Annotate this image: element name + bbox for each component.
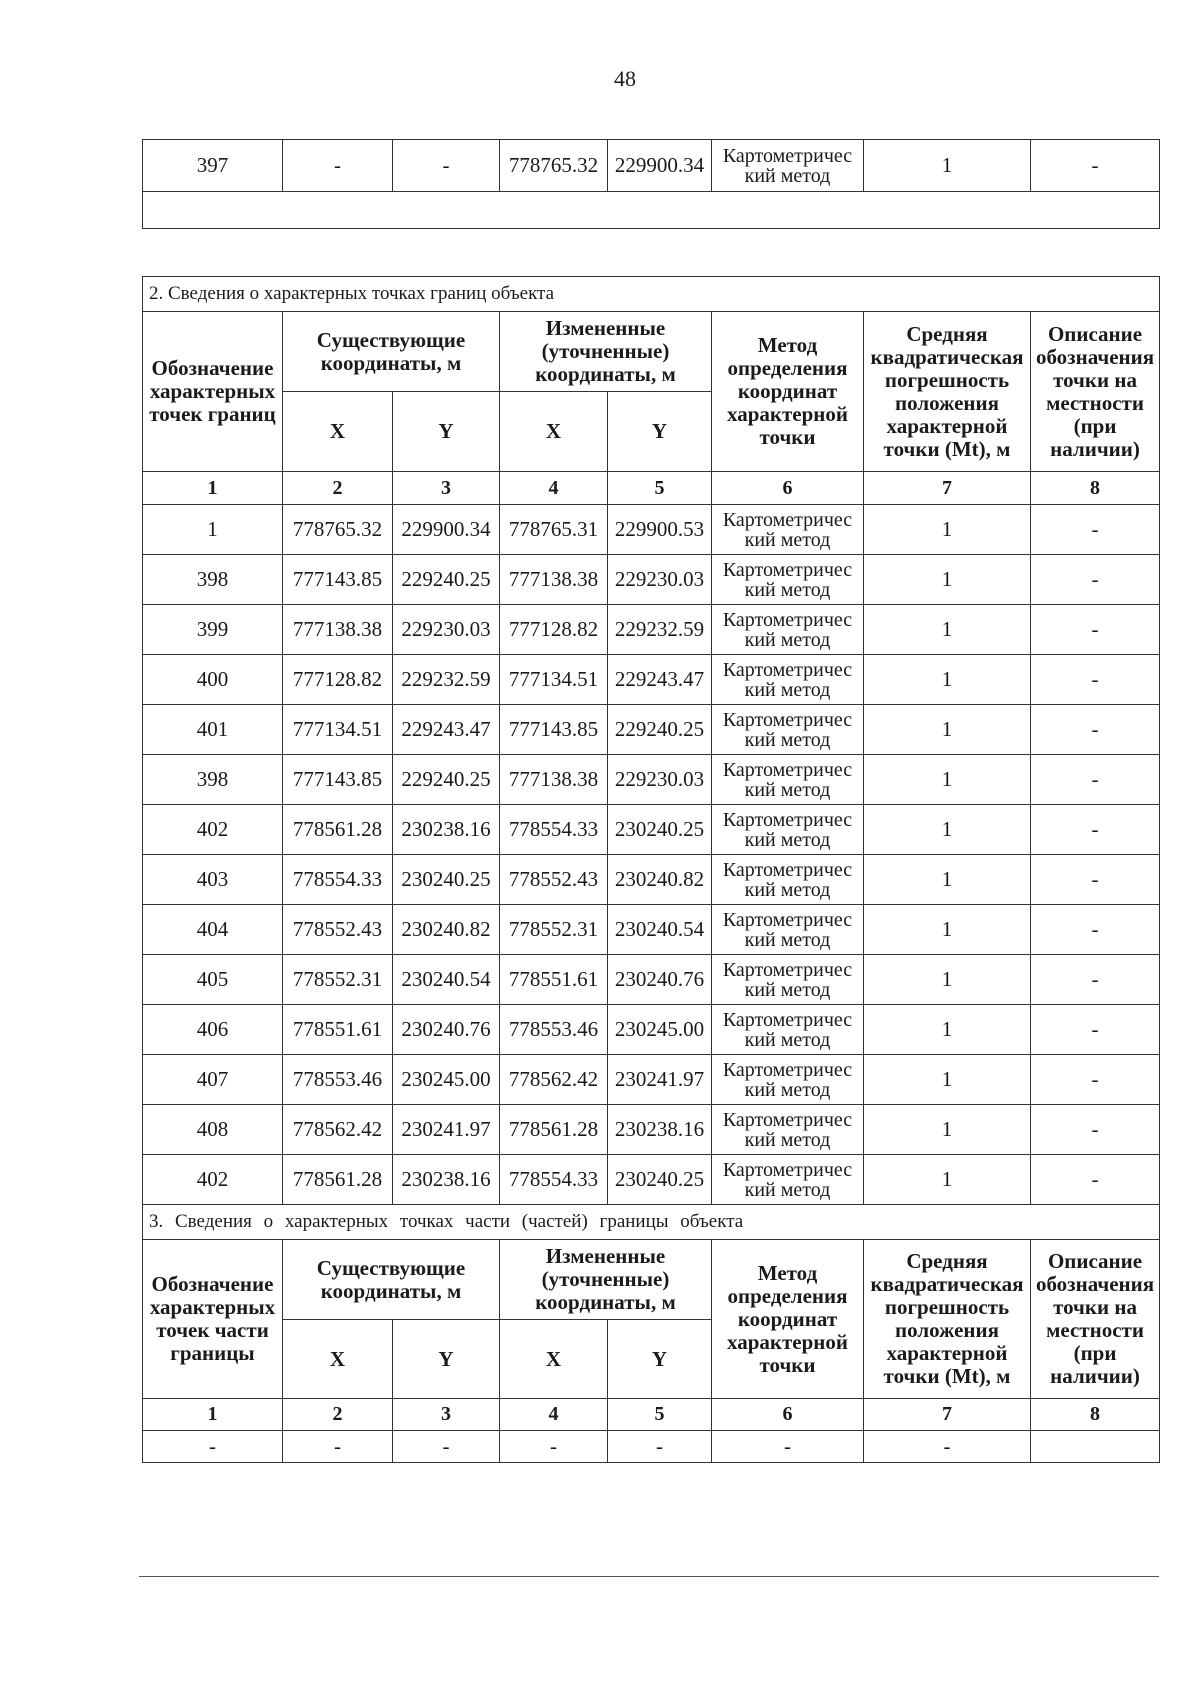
cell-y-existing: 230240.25 bbox=[393, 855, 500, 905]
cell-description: - bbox=[1031, 705, 1160, 755]
table-row bbox=[143, 855, 1160, 905]
cell-description: - bbox=[1031, 1005, 1160, 1055]
table-row bbox=[143, 1005, 1160, 1055]
table-row bbox=[143, 140, 1160, 192]
cell-point: 1 bbox=[143, 505, 283, 555]
cell-error: 1 bbox=[864, 905, 1031, 955]
cell-y-changed: 229900.53 bbox=[608, 505, 712, 555]
cell-description: - bbox=[1031, 1155, 1160, 1205]
cell-x-existing: 778554.33 bbox=[283, 855, 393, 905]
cell-x-changed: 778553.46 bbox=[500, 1005, 608, 1055]
header-y: Y bbox=[393, 392, 500, 472]
cell-point: 397 bbox=[143, 140, 283, 192]
column-number: 8 bbox=[1031, 1399, 1160, 1431]
header-y: Y bbox=[608, 392, 712, 472]
cell-point: 399 bbox=[143, 605, 283, 655]
cell-x-existing: 778553.46 bbox=[283, 1055, 393, 1105]
cell-x-existing: 777143.85 bbox=[283, 555, 393, 605]
cell-y-changed: 229230.03 bbox=[608, 555, 712, 605]
table-row bbox=[143, 1105, 1160, 1155]
cell-point: 400 bbox=[143, 655, 283, 705]
cell-x-changed: 778554.33 bbox=[500, 805, 608, 855]
cell-x-existing: 778551.61 bbox=[283, 1005, 393, 1055]
cell-y-existing: 230240.54 bbox=[393, 955, 500, 1005]
header-description: Описание обозначения точки на местности (при наличии) bbox=[1031, 1240, 1160, 1399]
cell-description: - bbox=[1031, 555, 1160, 605]
cell-x-changed: 778562.42 bbox=[500, 1055, 608, 1105]
cell-y-existing: 230241.97 bbox=[393, 1105, 500, 1155]
cell-x-existing: 778552.43 bbox=[283, 905, 393, 955]
table-row bbox=[143, 755, 1160, 805]
header-x: X bbox=[500, 392, 608, 472]
cell-method: Картометричес кий метод bbox=[712, 755, 864, 805]
header-error: Средняя квадратическая погрешность положения характерной точки (Mt), м bbox=[864, 312, 1031, 472]
header-point-designation: Обозначение характерных точек границ bbox=[143, 312, 283, 472]
cell-error: 1 bbox=[864, 855, 1031, 905]
table-row bbox=[143, 555, 1160, 605]
column-number: 4 bbox=[500, 1399, 608, 1431]
cell-x-existing: 778561.28 bbox=[283, 805, 393, 855]
table-row bbox=[143, 1431, 1160, 1463]
cell-y-existing: 229230.03 bbox=[393, 605, 500, 655]
cell-method: Картометричес кий метод bbox=[712, 555, 864, 605]
cell-y-changed: 230240.76 bbox=[608, 955, 712, 1005]
header-existing-coordinates: Существующие координаты, м bbox=[283, 1240, 500, 1320]
cell-error: - bbox=[864, 1431, 1031, 1463]
column-number: 5 bbox=[608, 1399, 712, 1431]
table-row bbox=[143, 655, 1160, 705]
cell-y-changed: 229240.25 bbox=[608, 705, 712, 755]
cell-x-changed: 777134.51 bbox=[500, 655, 608, 705]
header-point-designation: Обозначение характерных точек части границы bbox=[143, 1240, 283, 1399]
cell-error: 1 bbox=[864, 655, 1031, 705]
column-number: 3 bbox=[393, 472, 500, 505]
cell-error: 1 bbox=[864, 605, 1031, 655]
cell-method: Картометричес кий метод bbox=[712, 655, 864, 705]
cell-error: 1 bbox=[864, 555, 1031, 605]
cell-y-existing: 229232.59 bbox=[393, 655, 500, 705]
column-numbers-row bbox=[143, 472, 1160, 505]
header-method: Метод определения координат характерной точки bbox=[712, 312, 864, 472]
header-y: Y bbox=[608, 1320, 712, 1399]
cell-point: 401 bbox=[143, 705, 283, 755]
cell-point: 407 bbox=[143, 1055, 283, 1105]
cell-y-existing: 230238.16 bbox=[393, 805, 500, 855]
cell-x-existing: 778765.32 bbox=[283, 505, 393, 555]
cell-error: 1 bbox=[864, 1105, 1031, 1155]
cell-x-changed: - bbox=[500, 1431, 608, 1463]
cell-point: 403 bbox=[143, 855, 283, 905]
cell-x-existing: 777134.51 bbox=[283, 705, 393, 755]
cell-point: 402 bbox=[143, 805, 283, 855]
cell-method: - bbox=[712, 1431, 864, 1463]
header-existing-coordinates: Существующие координаты, м bbox=[283, 312, 500, 392]
section-2-title: 2. Сведения о характерных точках границ объекта bbox=[143, 277, 1160, 312]
cell-y-changed: 230245.00 bbox=[608, 1005, 712, 1055]
cell-error: 1 bbox=[864, 705, 1031, 755]
cell-x-changed: 778552.43 bbox=[500, 855, 608, 905]
cell-description: - bbox=[1031, 855, 1160, 905]
cell-method: Картометричес кий метод bbox=[712, 1105, 864, 1155]
cell-y-changed: 229900.34 bbox=[608, 140, 712, 192]
cell-method: Картометричес кий метод bbox=[712, 140, 864, 192]
cell-method: Картометричес кий метод bbox=[712, 605, 864, 655]
cell-method: Картометричес кий метод bbox=[712, 705, 864, 755]
cell-error: 1 bbox=[864, 505, 1031, 555]
table-row bbox=[143, 605, 1160, 655]
cell-x-existing: 778561.28 bbox=[283, 1155, 393, 1205]
cell-method: Картометричес кий метод bbox=[712, 1005, 864, 1055]
cell-x-existing: 778552.31 bbox=[283, 955, 393, 1005]
cell-y-existing: - bbox=[393, 1431, 500, 1463]
cell-x-changed: 778765.32 bbox=[500, 140, 608, 192]
cell-method: Картометричес кий метод bbox=[712, 1055, 864, 1105]
cell-method: Картометричес кий метод bbox=[712, 805, 864, 855]
cell-description: - bbox=[1031, 905, 1160, 955]
cell-y-changed: 229232.59 bbox=[608, 605, 712, 655]
page-number: 48 bbox=[614, 66, 636, 91]
cell-x-changed: 778551.61 bbox=[500, 955, 608, 1005]
cell-error: 1 bbox=[864, 140, 1031, 192]
cell-x-existing: 777138.38 bbox=[283, 605, 393, 655]
section-3-title: 3. Сведения о характерных точках части (частей) границы объекта bbox=[143, 1205, 1160, 1240]
cell-error: 1 bbox=[864, 805, 1031, 855]
table-row bbox=[143, 1155, 1160, 1205]
cell-x-existing: 778562.42 bbox=[283, 1105, 393, 1155]
header-x: X bbox=[283, 392, 393, 472]
cell-y-changed: 230240.82 bbox=[608, 855, 712, 905]
cell-y-changed: 230240.54 bbox=[608, 905, 712, 955]
table-row bbox=[143, 505, 1160, 555]
cell-description: - bbox=[1031, 1055, 1160, 1105]
cell-error: 1 bbox=[864, 1155, 1031, 1205]
cell-x-existing: 777143.85 bbox=[283, 755, 393, 805]
boundary-points-table bbox=[142, 276, 1160, 1463]
cell-point: 398 bbox=[143, 555, 283, 605]
cell-y-changed: 229230.03 bbox=[608, 755, 712, 805]
column-number: 7 bbox=[864, 1399, 1031, 1431]
cell-y-changed: 230241.97 bbox=[608, 1055, 712, 1105]
cell-x-changed: 777138.38 bbox=[500, 555, 608, 605]
column-number: 4 bbox=[500, 472, 608, 505]
cell-x-existing: - bbox=[283, 1431, 393, 1463]
cell-y-existing: 230240.82 bbox=[393, 905, 500, 955]
column-number: 1 bbox=[143, 1399, 283, 1431]
cell-x-changed: 778561.28 bbox=[500, 1105, 608, 1155]
cell-y-existing: 229240.25 bbox=[393, 555, 500, 605]
header-changed-coordinates: Измененные (уточненные) координаты, м bbox=[500, 312, 712, 392]
column-number: 2 bbox=[283, 472, 393, 505]
cell-method: Картометричес кий метод bbox=[712, 955, 864, 1005]
cell-y-existing: 229900.34 bbox=[393, 505, 500, 555]
cell-point: 398 bbox=[143, 755, 283, 805]
cell-error: 1 bbox=[864, 955, 1031, 1005]
cell-description: - bbox=[1031, 1105, 1160, 1155]
table-row bbox=[143, 955, 1160, 1005]
cell-description: - bbox=[1031, 505, 1160, 555]
cell-error: 1 bbox=[864, 1005, 1031, 1055]
cell-x-changed: 777128.82 bbox=[500, 605, 608, 655]
table-row-empty bbox=[143, 192, 1160, 229]
header-description: Описание обозначения точки на местности (при наличии) bbox=[1031, 312, 1160, 472]
cell-x-changed: 778552.31 bbox=[500, 905, 608, 955]
header-y: Y bbox=[393, 1320, 500, 1399]
cell-description bbox=[1031, 1431, 1160, 1463]
header-x: X bbox=[500, 1320, 608, 1399]
top-table bbox=[142, 139, 1160, 229]
section-2-rows bbox=[143, 505, 1160, 1205]
table-row bbox=[143, 905, 1160, 955]
cell-y-existing: 229240.25 bbox=[393, 755, 500, 805]
cell-y-existing: 230238.16 bbox=[393, 1155, 500, 1205]
column-number: 2 bbox=[283, 1399, 393, 1431]
cell-point: 405 bbox=[143, 955, 283, 1005]
cell-description: - bbox=[1031, 140, 1160, 192]
cell-y-changed: 229243.47 bbox=[608, 655, 712, 705]
column-number: 8 bbox=[1031, 472, 1160, 505]
cell-x-changed: 777138.38 bbox=[500, 755, 608, 805]
cell-point: - bbox=[143, 1431, 283, 1463]
cell-point: 402 bbox=[143, 1155, 283, 1205]
table-row bbox=[143, 705, 1160, 755]
column-number: 7 bbox=[864, 472, 1031, 505]
column-number: 6 bbox=[712, 1399, 864, 1431]
table-row bbox=[143, 1055, 1160, 1105]
cell-y-changed: - bbox=[608, 1431, 712, 1463]
cell-point: 406 bbox=[143, 1005, 283, 1055]
cell-y-existing: - bbox=[393, 140, 500, 192]
cell-error: 1 bbox=[864, 1055, 1031, 1105]
cell-x-existing: 777128.82 bbox=[283, 655, 393, 705]
cell-x-existing: - bbox=[283, 140, 393, 192]
cell-x-changed: 777143.85 bbox=[500, 705, 608, 755]
column-number: 1 bbox=[143, 472, 283, 505]
cell-error: 1 bbox=[864, 755, 1031, 805]
header-method: Метод определения координат характерной точки bbox=[712, 1240, 864, 1399]
cell-point: 404 bbox=[143, 905, 283, 955]
cell-point: 408 bbox=[143, 1105, 283, 1155]
header-changed-coordinates: Измененные (уточненные) координаты, м bbox=[500, 1240, 712, 1320]
cell-method: Картометричес кий метод bbox=[712, 905, 864, 955]
column-number: 5 bbox=[608, 472, 712, 505]
cell-y-changed: 230238.16 bbox=[608, 1105, 712, 1155]
cell-y-existing: 230240.76 bbox=[393, 1005, 500, 1055]
column-numbers-row bbox=[143, 1399, 1160, 1431]
cell-y-existing: 229243.47 bbox=[393, 705, 500, 755]
cell-description: - bbox=[1031, 655, 1160, 705]
cell-y-existing: 230245.00 bbox=[393, 1055, 500, 1105]
cell-description: - bbox=[1031, 755, 1160, 805]
cell-method: Картометричес кий метод bbox=[712, 855, 864, 905]
column-number: 6 bbox=[712, 472, 864, 505]
cell-method: Картометричес кий метод bbox=[712, 505, 864, 555]
cell-method: Картометричес кий метод bbox=[712, 1155, 864, 1205]
cell-y-changed: 230240.25 bbox=[608, 1155, 712, 1205]
cell-description: - bbox=[1031, 805, 1160, 855]
footer-rule bbox=[139, 1576, 1159, 1577]
cell-y-changed: 230240.25 bbox=[608, 805, 712, 855]
header-error: Средняя квадратическая погрешность положения характерной точки (Mt), м bbox=[864, 1240, 1031, 1399]
cell-x-changed: 778765.31 bbox=[500, 505, 608, 555]
header-x: X bbox=[283, 1320, 393, 1399]
cell-description: - bbox=[1031, 605, 1160, 655]
cell-description: - bbox=[1031, 955, 1160, 1005]
cell-x-changed: 778554.33 bbox=[500, 1155, 608, 1205]
table-row bbox=[143, 805, 1160, 855]
column-number: 3 bbox=[393, 1399, 500, 1431]
